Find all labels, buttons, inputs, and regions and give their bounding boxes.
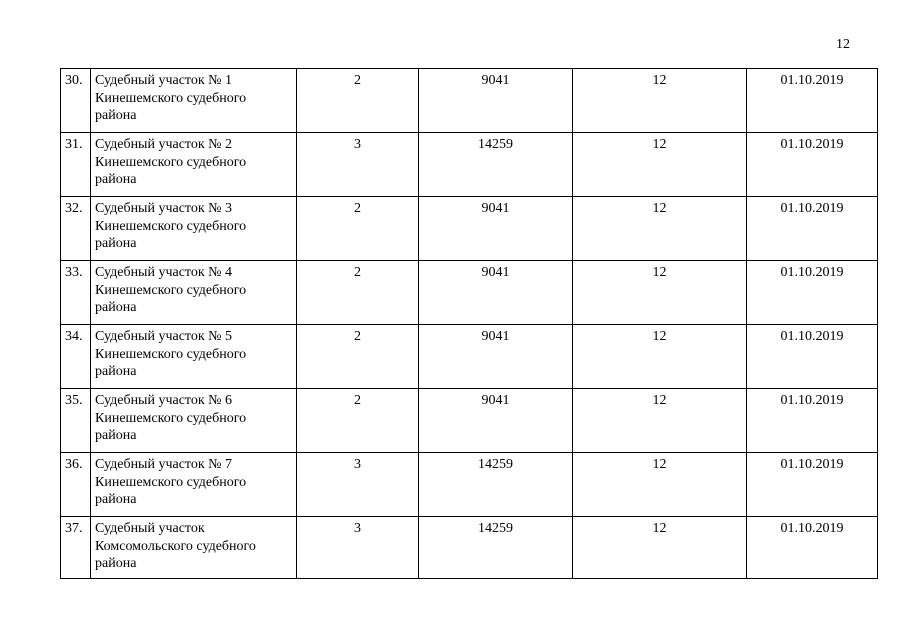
table-row: [61, 325, 878, 389]
name-line: Судебный участок № 3: [95, 201, 233, 216]
table-row: [61, 197, 878, 261]
name-line: Комсомольского судебного: [95, 538, 256, 554]
table-row: [61, 261, 878, 325]
table-row: [61, 133, 878, 197]
value-cell-5: 12: [573, 325, 747, 389]
row-number: 32.: [61, 197, 91, 261]
court-district-name: [91, 325, 297, 389]
court-district-name: [91, 133, 297, 197]
date-cell: 01.10.2019: [747, 133, 878, 197]
value-cell-4: 9041: [419, 325, 573, 389]
value-cell-3: 2: [297, 325, 419, 389]
value-cell-4: 14259: [419, 453, 573, 517]
date-cell: 01.10.2019: [747, 325, 878, 389]
name-line: Судебный участок № 1: [95, 73, 233, 88]
table-row: [61, 69, 878, 133]
value-cell-3: 2: [297, 69, 419, 133]
value-cell-5: 12: [573, 517, 747, 579]
value-cell-3: 3: [297, 133, 419, 197]
name-line: района: [95, 556, 137, 571]
value-cell-3: 2: [297, 389, 419, 453]
date-cell: 01.10.2019: [747, 261, 878, 325]
row-number: 37.: [61, 517, 91, 579]
name-line: Судебный участок № 5: [95, 329, 233, 344]
value-cell-5: 12: [573, 197, 747, 261]
name-line: Кинешемского судебного: [95, 218, 247, 234]
name-line: района: [95, 492, 137, 507]
value-cell-5: 12: [573, 389, 747, 453]
table-row: [61, 453, 878, 517]
value-cell-4: 9041: [419, 261, 573, 325]
name-line: Кинешемского судебного: [95, 346, 247, 362]
court-districts-table: [60, 68, 878, 579]
value-cell-3: 2: [297, 197, 419, 261]
name-line: Кинешемского судебного: [95, 90, 247, 106]
value-cell-5: 12: [573, 261, 747, 325]
value-cell-4: 9041: [419, 389, 573, 453]
row-number: 36.: [61, 453, 91, 517]
name-line: района: [95, 172, 137, 187]
court-district-name: [91, 389, 297, 453]
value-cell-3: 2: [297, 261, 419, 325]
court-district-name: [91, 453, 297, 517]
value-cell-5: 12: [573, 133, 747, 197]
name-line: Судебный участок: [95, 521, 205, 536]
row-number: 35.: [61, 389, 91, 453]
value-cell-5: 12: [573, 453, 747, 517]
name-line: Кинешемского судебного: [95, 154, 247, 170]
court-district-name: [91, 261, 297, 325]
value-cell-3: 3: [297, 453, 419, 517]
value-cell-4: 14259: [419, 517, 573, 579]
row-number: 31.: [61, 133, 91, 197]
name-line: района: [95, 236, 137, 251]
row-number: 33.: [61, 261, 91, 325]
value-cell-4: 14259: [419, 133, 573, 197]
name-line: Судебный участок № 7: [95, 457, 233, 472]
court-district-name: [91, 69, 297, 133]
date-cell: 01.10.2019: [747, 453, 878, 517]
value-cell-3: 3: [297, 517, 419, 579]
name-line: района: [95, 428, 137, 443]
name-line: района: [95, 108, 137, 123]
table-row: [61, 517, 878, 579]
date-cell: 01.10.2019: [747, 69, 878, 133]
table-row: [61, 389, 878, 453]
value-cell-4: 9041: [419, 69, 573, 133]
name-line: Судебный участок № 6: [95, 393, 233, 408]
court-district-name: [91, 517, 297, 579]
name-line: Кинешемского судебного: [95, 410, 247, 426]
row-number: 30.: [61, 69, 91, 133]
name-line: района: [95, 364, 137, 379]
row-number: 34.: [61, 325, 91, 389]
name-line: Кинешемского судебного: [95, 282, 247, 298]
value-cell-5: 12: [573, 69, 747, 133]
name-line: района: [95, 300, 137, 315]
court-district-name: [91, 197, 297, 261]
page-number: 12: [836, 37, 850, 52]
name-line: Судебный участок № 2: [95, 137, 233, 152]
date-cell: 01.10.2019: [747, 197, 878, 261]
date-cell: 01.10.2019: [747, 389, 878, 453]
value-cell-4: 9041: [419, 197, 573, 261]
date-cell: 01.10.2019: [747, 517, 878, 579]
name-line: Судебный участок № 4: [95, 265, 233, 280]
name-line: Кинешемского судебного: [95, 474, 247, 490]
